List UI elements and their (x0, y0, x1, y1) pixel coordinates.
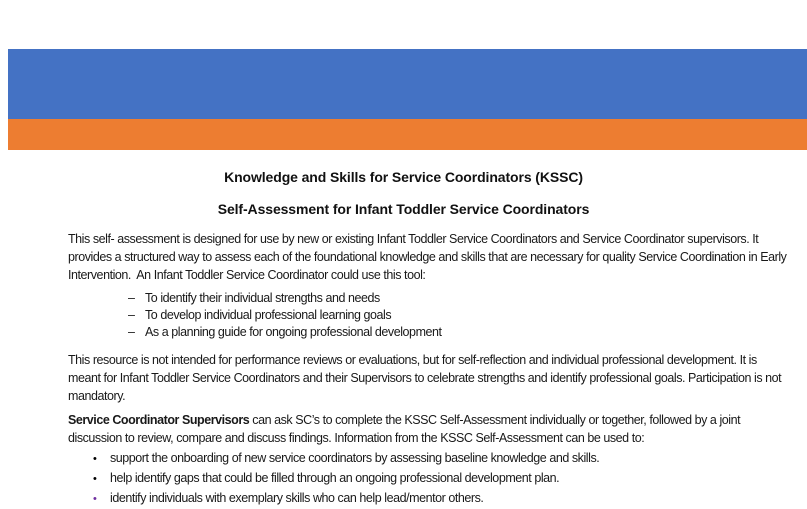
list-item (68, 324, 791, 341)
list-item-text: As a planning guide for ongoing professional development (145, 325, 442, 339)
list-item (68, 449, 791, 469)
header-banner-orange (8, 119, 807, 150)
list-item-text: To identify their individual strengths and needs (145, 291, 380, 305)
intro-paragraph: This self- assessment is designed for use by new or existing Infant Toddler Service Coordinators and Service Coordinator supervisors. It provides a structured way to assess each of the foundational knowledge and skills that are necessary for quality Service Coordination in Early Intervention. An Infant Toddler Service Coordinator could use this tool: (68, 232, 790, 282)
bullet-marker: • (93, 473, 97, 485)
dash-marker: – (128, 308, 135, 322)
header-banner-blue (8, 49, 807, 119)
bullet-marker: • (93, 493, 97, 505)
document-subtitle: Self-Assessment for Infant Toddler Service Coordinators (217, 201, 590, 217)
supervisors-paragraph (68, 412, 791, 447)
supervisors-bold-text: Service Coordinator Supervisors (68, 413, 250, 427)
bullet-marker: • (93, 453, 97, 465)
document-title: Knowledge and Skills for Service Coordinators (KSSC) (224, 169, 583, 185)
dash-marker: – (128, 291, 135, 305)
list-item (68, 469, 791, 489)
tool-uses-list (68, 290, 791, 341)
supervisors-rest-text: can ask SC’s to complete the KSSC Self-Assessment individually or together, followed by a joint discussion to review, compare and discuss findings. Information from the KSSC Self-Assessment can be used to: (68, 413, 741, 445)
document-content (0, 150, 807, 509)
list-item-text: identify individuals with exemplary skills who can help lead/mentor others. (110, 491, 484, 505)
dash-marker: – (128, 325, 135, 339)
list-item (68, 489, 791, 509)
list-item-text: help identify gaps that could be filled through an ongoing professional development plan. (110, 471, 560, 485)
list-item-text: support the onboarding of new service coordinators by assessing baseline knowledge and skills. (110, 451, 600, 465)
list-item (68, 290, 791, 307)
purpose-paragraph: This resource is not intended for performance reviews or evaluations, but for self-reflection and individual professional development. It is meant for Infant Toddler Service Coordinators and their Supervisors to celebrate strengths and identify professional goals. Participation is not mandatory. (68, 353, 782, 403)
assessment-uses-list (68, 449, 791, 509)
list-item (68, 307, 791, 324)
list-item-text: To develop individual professional learning goals (145, 308, 392, 322)
